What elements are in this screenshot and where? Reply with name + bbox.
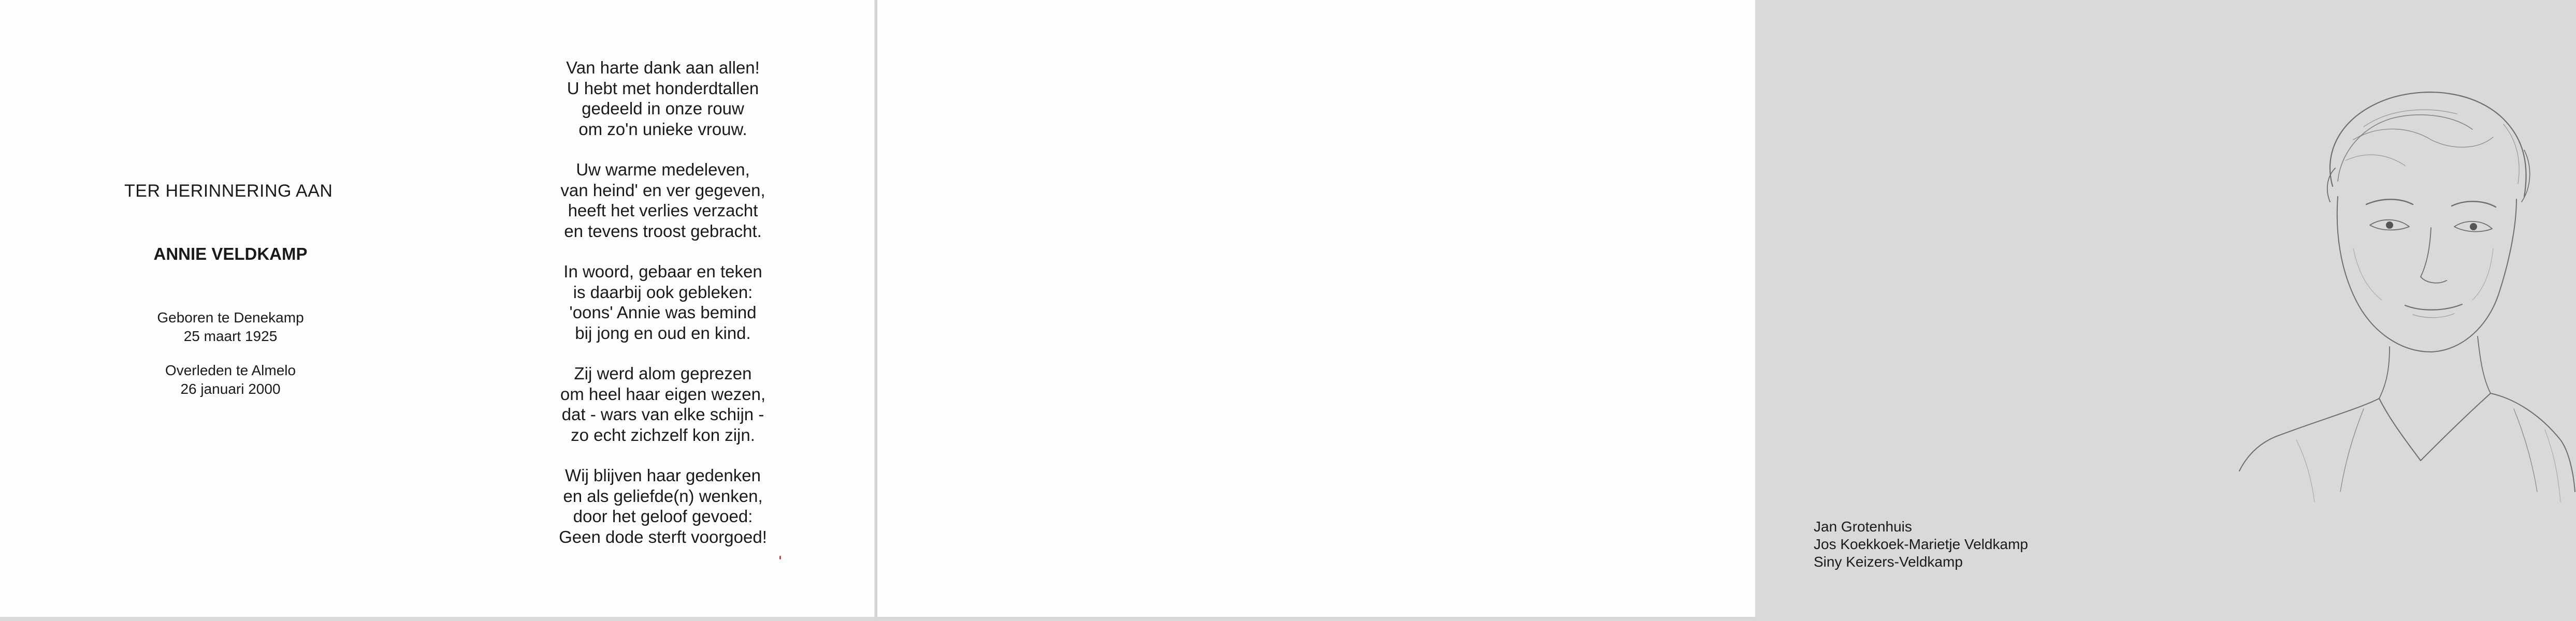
right-card-page <box>877 0 2028 617</box>
poem-line: U hebt met honderdtallen <box>567 78 759 98</box>
poem-line: om heel haar eigen wezen, <box>560 384 766 404</box>
poem-stanza <box>528 57 798 139</box>
signatories-list <box>1814 518 2028 571</box>
death-date: 26 januari 2000 <box>180 381 281 397</box>
poem-line: en als geliefde(n) wenken, <box>563 486 763 506</box>
thank-you-poem <box>528 57 798 567</box>
poem-line: Uw warme medeleven, <box>576 160 750 179</box>
memorial-heading: TER HERINNERING AAN <box>124 181 333 201</box>
poem-line: is daarbij ook gebleken: <box>573 282 753 302</box>
poem-line: door het geloof gevoed: <box>573 507 753 526</box>
poem-line: Wij blijven haar gedenken <box>565 466 761 485</box>
portrait-drawing <box>2234 78 2576 512</box>
poem-line: om zo'n unieke vrouw. <box>578 119 747 139</box>
poem-line: gedeeld in onze rouw <box>582 99 744 118</box>
poem-line: Geen dode sterft voorgoed! <box>559 527 767 546</box>
poem-line: heeft het verlies verzacht <box>568 201 758 220</box>
poem-stanza <box>528 465 798 547</box>
death-info <box>140 361 321 398</box>
left-card-page <box>0 0 875 617</box>
signatory: Jan Grotenhuis <box>1814 519 1912 535</box>
poem-line: en tevens troost gebracht. <box>564 221 762 241</box>
deceased-name: ANNIE VELDKAMP <box>153 244 308 263</box>
poem-stanza <box>528 261 798 343</box>
birth-place: Geboren te Denekamp <box>157 309 304 326</box>
ink-speck <box>779 556 781 559</box>
death-place: Overleden te Almelo <box>165 362 296 378</box>
birth-date: 25 maart 1925 <box>183 328 278 344</box>
poem-line: van heind' en ver gegeven, <box>560 180 765 200</box>
poem-line: Zij werd alom geprezen <box>574 364 752 383</box>
poem-line: zo echt zichzelf kon zijn. <box>571 425 755 445</box>
signatory: Siny Keizers-Veldkamp <box>1814 554 1963 570</box>
poem-stanza <box>528 363 798 445</box>
poem-stanza <box>528 159 798 241</box>
birth-info <box>140 308 321 346</box>
poem-line: Van harte dank aan allen! <box>566 58 760 77</box>
poem-line: bij jong en oud en kind. <box>575 323 751 343</box>
poem-line: 'oons' Annie was bemind <box>569 303 757 322</box>
signatory: Jos Koekkoek-Marietje Veldkamp <box>1814 536 2028 552</box>
poem-line: dat - wars van elke schijn - <box>561 405 764 424</box>
poem-line: In woord, gebaar en teken <box>563 262 762 281</box>
